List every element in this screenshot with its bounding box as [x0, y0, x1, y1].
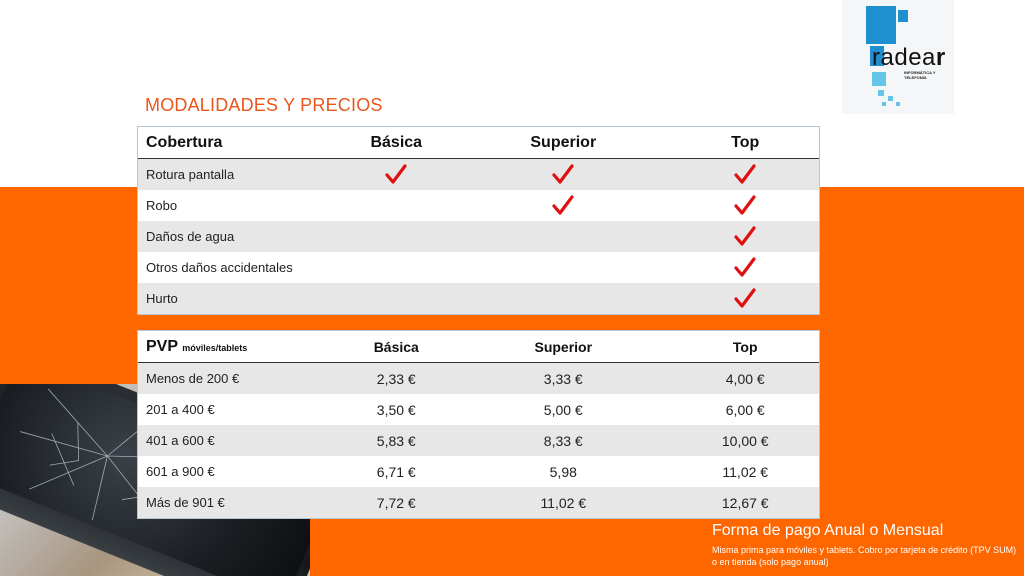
price-superior-cell: 11,02 € — [540, 494, 587, 511]
table-row — [138, 252, 819, 283]
price-top-cell: 12,67 € — [721, 494, 769, 511]
price-top-cell: 6,00 € — [725, 401, 765, 418]
tradear-logo — [842, 0, 954, 114]
table-row — [138, 456, 819, 487]
coverage-header-cobertura: Cobertura — [146, 133, 223, 151]
page-title: MODALIDADES Y PRECIOS — [145, 95, 383, 115]
price-header-row — [138, 331, 819, 363]
coverage-label: Otros daños accidentales — [146, 260, 293, 275]
table-row — [138, 190, 819, 221]
price-superior-cell: 5,00 € — [543, 401, 583, 418]
table-row — [138, 283, 819, 314]
checkmark-icon — [733, 194, 757, 218]
price-label-cell: Más de 901 € — [146, 495, 225, 510]
payment-text: Misma prima para móviles y tablets. Cobro por tarjeta de crédito (TPV SUM) o en tienda (solo pago anual) — [712, 545, 1017, 567]
checkmark-icon — [384, 163, 408, 187]
price-superior-cell: 3,33 € — [543, 370, 583, 387]
price-label-cell: Menos de 200 € — [146, 371, 240, 386]
price-header-main: PVP — [146, 337, 178, 355]
price-table — [137, 330, 820, 519]
coverage-label: Hurto — [146, 291, 178, 306]
table-row — [138, 394, 819, 425]
price-superior-cell: 5,98 — [549, 463, 577, 480]
price-header-pvp — [138, 338, 337, 356]
coverage-label: Daños de agua — [146, 229, 235, 244]
logo-tagline: INFORMÁTICA Y TELEFONÍA — [904, 70, 936, 80]
price-basica-cell: 5,83 € — [376, 432, 416, 449]
checkmark-icon — [733, 225, 757, 249]
coverage-header-basica: Básica — [370, 133, 423, 151]
price-top-cell: 10,00 € — [721, 432, 769, 449]
checkmark-icon — [551, 163, 575, 187]
coverage-basica-cell — [337, 163, 455, 187]
coverage-top-cell — [671, 287, 819, 311]
price-header-top: Top — [732, 338, 758, 355]
coverage-label: Robo — [146, 198, 178, 213]
coverage-rows — [138, 159, 819, 314]
payment-info — [712, 522, 1022, 568]
coverage-top-cell — [671, 225, 819, 249]
price-basica-cell: 2,33 € — [376, 370, 416, 387]
payment-title: Forma de pago Anual o Mensual — [712, 522, 944, 539]
table-row — [138, 487, 819, 518]
checkmark-icon — [551, 194, 575, 218]
table-row — [138, 221, 819, 252]
price-label-cell: 201 a 400 € — [146, 402, 215, 417]
checkmark-icon — [733, 163, 757, 187]
price-header-sub: móviles/tablets — [182, 342, 248, 353]
price-label-cell: 401 a 600 € — [146, 433, 215, 448]
coverage-top-cell — [671, 163, 819, 187]
coverage-header-superior: Superior — [530, 133, 597, 151]
table-row — [138, 363, 819, 394]
price-rows — [138, 363, 819, 518]
table-row — [138, 425, 819, 456]
coverage-superior-cell — [455, 163, 671, 187]
price-basica-cell: 7,72 € — [376, 494, 416, 511]
price-top-cell: 11,02 € — [722, 463, 769, 480]
coverage-top-cell — [671, 256, 819, 280]
coverage-table — [137, 126, 820, 315]
price-top-cell: 4,00 € — [725, 370, 765, 387]
price-label-cell: 601 a 900 € — [146, 464, 215, 479]
coverage-header-top: Top — [731, 133, 760, 151]
logo-wordmark: radear — [872, 44, 946, 71]
price-basica-cell: 6,71 € — [376, 463, 416, 480]
coverage-header-row — [138, 127, 819, 159]
checkmark-icon — [733, 287, 757, 311]
price-superior-cell: 8,33 € — [543, 432, 583, 449]
checkmark-icon — [733, 256, 757, 280]
price-basica-cell: 3,50 € — [376, 401, 416, 418]
coverage-superior-cell — [455, 194, 671, 218]
coverage-label: Rotura pantalla — [146, 167, 235, 182]
price-header-superior: Superior — [534, 338, 593, 355]
coverage-top-cell — [671, 194, 819, 218]
table-row — [138, 159, 819, 190]
price-header-basica: Básica — [373, 338, 419, 355]
